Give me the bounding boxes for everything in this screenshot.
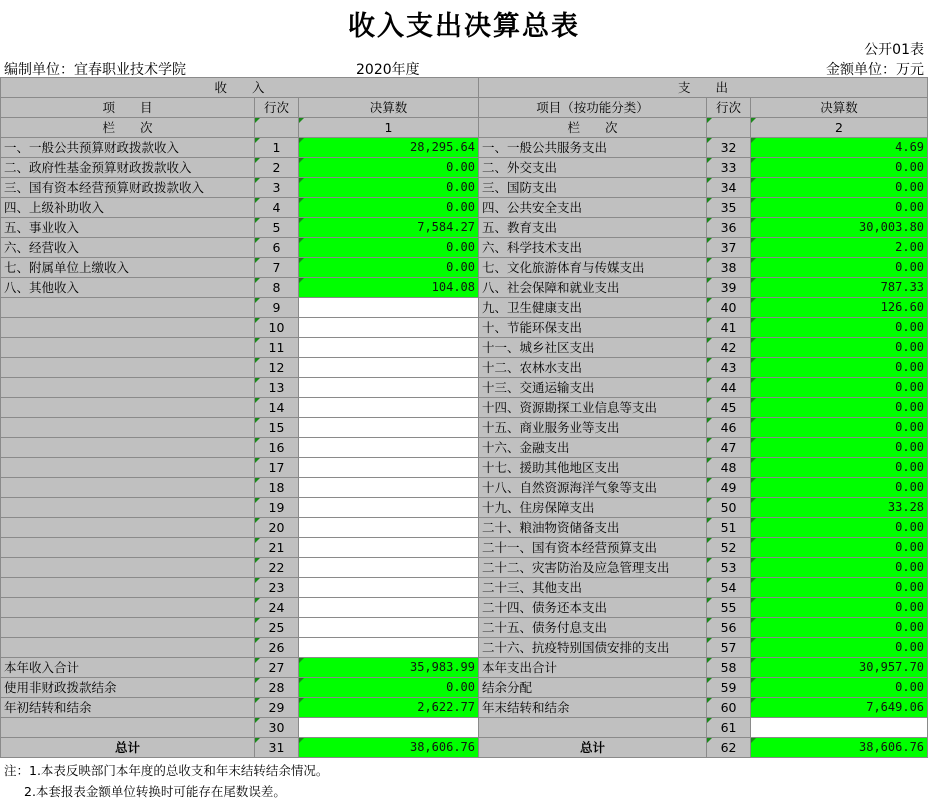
footnotes [4,760,328,802]
expense-item-name: 三、国防支出 [479,178,707,198]
table-row [1,538,928,558]
summary-row [1,718,928,738]
expense-line-no: 36 [707,218,751,238]
income-line-no: 20 [255,518,299,538]
expense-line-no: 47 [707,438,751,458]
header-row-columns [1,98,928,118]
expense-item-name: 十、节能环保支出 [479,318,707,338]
expense-amount: 4.69 [751,138,928,158]
table-row [1,378,928,398]
expense-summary-name: 本年支出合计 [479,658,707,678]
income-item-name [1,458,255,478]
expense-item-name: 二、外交支出 [479,158,707,178]
expense-summary-amount: 0.00 [751,678,928,698]
income-item-name: 二、政府性基金预算财政拨款收入 [1,158,255,178]
income-line-no: 12 [255,358,299,378]
expense-line-no: 37 [707,238,751,258]
expense-amount: 0.00 [751,158,928,178]
expense-amount: 2.00 [751,238,928,258]
expense-amount: 0.00 [751,178,928,198]
expense-amount: 0.00 [751,438,928,458]
table-row [1,578,928,598]
table-row [1,518,928,538]
expense-line-no: 54 [707,578,751,598]
income-item-name [1,398,255,418]
expense-amount: 0.00 [751,478,928,498]
income-amount [299,618,479,638]
income-line-no: 11 [255,338,299,358]
summary-row [1,698,928,718]
income-item-name: 三、国有资本经营预算财政拨款收入 [1,178,255,198]
income-line-no: 18 [255,478,299,498]
expense-item-name: 八、社会保障和就业支出 [479,278,707,298]
expense-amount: 0.00 [751,638,928,658]
income-item-name [1,598,255,618]
expense-line-no: 32 [707,138,751,158]
expense-line-no: 52 [707,538,751,558]
income-item-name: 八、其他收入 [1,278,255,298]
expense-summary-line-no: 61 [707,718,751,738]
income-summary-line-no: 29 [255,698,299,718]
income-summary-line-no: 30 [255,718,299,738]
expense-line-no: 55 [707,598,751,618]
table-row [1,298,928,318]
income-amount: 0.00 [299,258,479,278]
income-amount: 104.08 [299,278,479,298]
income-amount [299,538,479,558]
footnote-1: 注：1.本表反映部门本年度的总收支和年末结转结余情况。 [4,763,329,778]
table-row [1,158,928,178]
income-expense-table [0,77,928,758]
income-col-label: 栏 次 [1,118,255,138]
income-amount [299,338,479,358]
expense-summary-line-no: 60 [707,698,751,718]
table-row [1,418,928,438]
expense-summary-name: 总计 [479,738,707,758]
income-item-name [1,618,255,638]
expense-amount: 0.00 [751,338,928,358]
table-row [1,238,928,258]
table-row [1,178,928,198]
header-row-colnums [1,118,928,138]
table-row [1,258,928,278]
income-amount [299,298,479,318]
table-row [1,498,928,518]
income-summary-name: 年初结转和结余 [1,698,255,718]
income-item-name: 四、上级补助收入 [1,198,255,218]
income-summary-amount: 0.00 [299,678,479,698]
expense-summary-amount [751,718,928,738]
income-line-no: 6 [255,238,299,258]
expense-item-name: 二十六、抗疫特别国债安排的支出 [479,638,707,658]
income-summary-name: 使用非财政拨款结余 [1,678,255,698]
expense-item-name: 十七、援助其他地区支出 [479,458,707,478]
expense-item-name: 十九、住房保障支出 [479,498,707,518]
income-amount: 28,295.64 [299,138,479,158]
income-amount: 0.00 [299,238,479,258]
income-item-name [1,558,255,578]
expense-summary-name: 年末结转和结余 [479,698,707,718]
table-row [1,138,928,158]
income-line-no: 22 [255,558,299,578]
income-amount [299,398,479,418]
expense-summary-amount: 38,606.76 [751,738,928,758]
income-item-name [1,378,255,398]
income-section-header: 收 入 [1,78,479,98]
table-row [1,278,928,298]
expense-amount: 0.00 [751,518,928,538]
expense-item-name: 七、文化旅游体育与传媒支出 [479,258,707,278]
table-row [1,438,928,458]
expense-line-no: 49 [707,478,751,498]
expense-line-no: 57 [707,638,751,658]
expense-line-no: 45 [707,398,751,418]
expense-amount: 0.00 [751,318,928,338]
expense-item-name: 十八、自然资源海洋气象等支出 [479,478,707,498]
expense-amount: 0.00 [751,398,928,418]
income-amount [299,558,479,578]
income-line-no: 10 [255,318,299,338]
income-summary-amount [299,718,479,738]
income-item-name [1,298,255,318]
income-item-name [1,578,255,598]
income-summary-name: 本年收入合计 [1,658,255,678]
expense-item-name: 十四、资源勘探工业信息等支出 [479,398,707,418]
expense-col-blank [707,118,751,138]
income-amount [299,478,479,498]
income-amount [299,418,479,438]
income-summary-amount: 2,622.77 [299,698,479,718]
income-amount [299,438,479,458]
expense-item-name: 十一、城乡社区支出 [479,338,707,358]
expense-summary-name: 结余分配 [479,678,707,698]
income-line-no: 4 [255,198,299,218]
expense-line-no: 46 [707,418,751,438]
income-amount [299,358,479,378]
expense-line-no: 41 [707,318,751,338]
income-line-no: 1 [255,138,299,158]
income-line-no: 3 [255,178,299,198]
expense-line-no: 53 [707,558,751,578]
expense-summary-line-no: 58 [707,658,751,678]
expense-item-name: 二十四、债务还本支出 [479,598,707,618]
table-row [1,358,928,378]
income-amount: 0.00 [299,198,479,218]
income-item-name [1,498,255,518]
table-row [1,598,928,618]
expense-line-no: 34 [707,178,751,198]
expense-item-header: 项目（按功能分类） [479,98,707,118]
income-line-no: 23 [255,578,299,598]
income-amount [299,578,479,598]
income-item-name: 六、经营收入 [1,238,255,258]
expense-line-no: 40 [707,298,751,318]
expense-item-name: 十六、金融支出 [479,438,707,458]
income-line-header: 行次 [255,98,299,118]
income-summary-line-no: 31 [255,738,299,758]
expense-summary-amount: 30,957.70 [751,658,928,678]
income-col-blank [255,118,299,138]
expense-amount: 0.00 [751,378,928,398]
expense-line-header: 行次 [707,98,751,118]
table-row [1,458,928,478]
income-line-no: 21 [255,538,299,558]
expense-amount: 0.00 [751,418,928,438]
expense-line-no: 44 [707,378,751,398]
expense-item-name: 十三、交通运输支出 [479,378,707,398]
income-item-name: 一、一般公共预算财政拨款收入 [1,138,255,158]
table-row [1,338,928,358]
expense-amount: 0.00 [751,538,928,558]
expense-item-name: 二十一、国有资本经营预算支出 [479,538,707,558]
expense-section-header: 支 出 [479,78,928,98]
income-item-name: 五、事业收入 [1,218,255,238]
income-amount [299,598,479,618]
expense-item-name: 五、教育支出 [479,218,707,238]
income-amount [299,378,479,398]
summary-row [1,738,928,758]
income-line-no: 2 [255,158,299,178]
reporting-unit: 编制单位：宜春职业技术学院 [4,62,186,78]
income-amount [299,498,479,518]
income-col-number: 1 [299,118,479,138]
income-item-name [1,358,255,378]
income-line-no: 25 [255,618,299,638]
income-amount-header: 决算数 [299,98,479,118]
expense-line-no: 42 [707,338,751,358]
expense-item-name: 二十三、其他支出 [479,578,707,598]
income-amount [299,518,479,538]
expense-line-no: 39 [707,278,751,298]
table-row [1,218,928,238]
expense-item-name: 二十二、灾害防治及应急管理支出 [479,558,707,578]
expense-item-name: 十五、商业服务业等支出 [479,418,707,438]
table-row [1,198,928,218]
income-item-name: 七、附属单位上缴收入 [1,258,255,278]
expense-amount: 0.00 [751,358,928,378]
footnote-2: 2.本套报表金额单位转换时可能存在尾数误差。 [24,784,286,799]
income-line-no: 5 [255,218,299,238]
expense-line-no: 51 [707,518,751,538]
expense-line-no: 38 [707,258,751,278]
table-row [1,478,928,498]
expense-line-no: 43 [707,358,751,378]
income-amount: 7,584.27 [299,218,479,238]
expense-amount: 0.00 [751,458,928,478]
income-line-no: 17 [255,458,299,478]
expense-amount-header: 决算数 [751,98,928,118]
income-line-no: 26 [255,638,299,658]
expense-amount: 33.28 [751,498,928,518]
expense-item-name: 二十五、债务付息支出 [479,618,707,638]
expense-amount: 787.33 [751,278,928,298]
income-line-no: 13 [255,378,299,398]
income-amount: 0.00 [299,158,479,178]
income-summary-name [1,718,255,738]
report-title: 收入支出决算总表 [348,11,580,42]
expense-line-no: 50 [707,498,751,518]
expense-amount: 30,003.80 [751,218,928,238]
income-line-no: 19 [255,498,299,518]
income-item-name [1,518,255,538]
table-row [1,638,928,658]
income-line-no: 9 [255,298,299,318]
income-item-name [1,438,255,458]
table-row [1,618,928,638]
income-item-name [1,338,255,358]
income-line-no: 15 [255,418,299,438]
expense-line-no: 35 [707,198,751,218]
income-item-name [1,318,255,338]
income-summary-line-no: 27 [255,658,299,678]
expense-amount: 0.00 [751,198,928,218]
income-amount [299,638,479,658]
expense-amount: 0.00 [751,578,928,598]
expense-line-no: 48 [707,458,751,478]
expense-amount: 0.00 [751,618,928,638]
expense-summary-amount: 7,649.06 [751,698,928,718]
income-amount [299,318,479,338]
expense-col-number: 2 [751,118,928,138]
money-unit: 金额单位：万元 [826,62,924,78]
income-amount [299,458,479,478]
income-item-name [1,418,255,438]
table-row [1,558,928,578]
expense-item-name: 二十、粮油物资储备支出 [479,518,707,538]
income-line-no: 16 [255,438,299,458]
form-code: 公开01表 [864,42,924,58]
expense-amount: 0.00 [751,558,928,578]
header-row-sections [1,78,928,98]
income-summary-amount: 38,606.76 [299,738,479,758]
expense-line-no: 56 [707,618,751,638]
expense-summary-line-no: 59 [707,678,751,698]
expense-col-label: 栏 次 [479,118,707,138]
income-line-no: 24 [255,598,299,618]
summary-row [1,658,928,678]
income-line-no: 14 [255,398,299,418]
expense-amount: 0.00 [751,258,928,278]
income-summary-name: 总计 [1,738,255,758]
table-row [1,398,928,418]
expense-item-name: 六、科学技术支出 [479,238,707,258]
income-item-name [1,538,255,558]
income-summary-amount: 35,983.99 [299,658,479,678]
expense-item-name: 九、卫生健康支出 [479,298,707,318]
income-summary-line-no: 28 [255,678,299,698]
income-line-no: 7 [255,258,299,278]
expense-item-name: 一、一般公共服务支出 [479,138,707,158]
income-item-name [1,478,255,498]
income-item-name [1,638,255,658]
report-year: 2020年度 [356,62,420,78]
table-row [1,318,928,338]
expense-line-no: 33 [707,158,751,178]
expense-summary-name [479,718,707,738]
income-line-no: 8 [255,278,299,298]
expense-amount: 0.00 [751,598,928,618]
income-amount: 0.00 [299,178,479,198]
expense-summary-line-no: 62 [707,738,751,758]
summary-row [1,678,928,698]
expense-item-name: 四、公共安全支出 [479,198,707,218]
expense-item-name: 十二、农林水支出 [479,358,707,378]
income-item-header: 项 目 [1,98,255,118]
expense-amount: 126.60 [751,298,928,318]
